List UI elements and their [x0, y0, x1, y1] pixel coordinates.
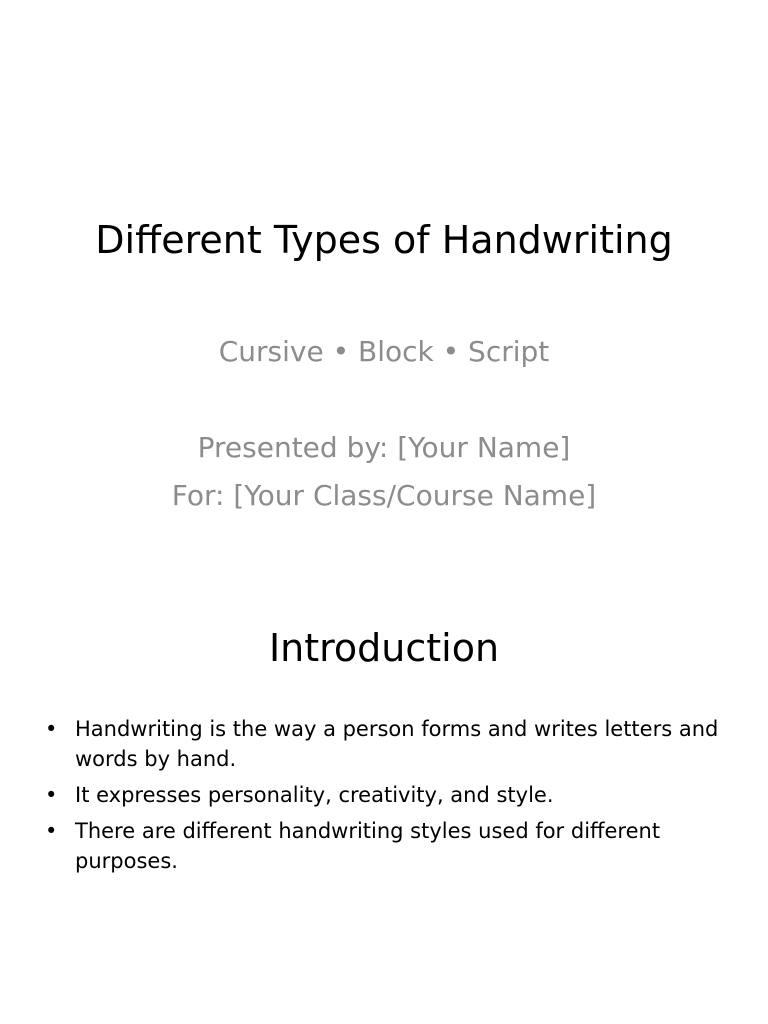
bullet-icon: •: [45, 717, 58, 741]
introduction-slide: [0, 576, 768, 1024]
bullet-list: [45, 714, 725, 882]
subtitle-spacer: [0, 376, 768, 424]
bullet-text: There are different handwriting styles used for different purposes.: [75, 819, 661, 873]
list-item: [45, 780, 725, 810]
slide-title: Introduction: [268, 626, 500, 670]
subtitle-styles: Cursive • Block • Script: [218, 335, 550, 368]
list-item: [45, 714, 725, 774]
subtitle-course: For: [Your Class/Course Name]: [171, 479, 597, 512]
list-item: [45, 816, 725, 876]
subtitle-block: [0, 328, 768, 520]
bullet-icon: •: [45, 783, 58, 807]
bullet-text: It expresses personality, creativity, and style.: [75, 783, 554, 807]
subtitle-presenter: Presented by: [Your Name]: [197, 431, 571, 464]
presentation-title: Different Types of Handwriting: [95, 218, 673, 262]
bullet-icon: •: [45, 819, 58, 843]
bullet-text: Handwriting is the way a person forms and writes letters and words by hand.: [75, 717, 719, 771]
